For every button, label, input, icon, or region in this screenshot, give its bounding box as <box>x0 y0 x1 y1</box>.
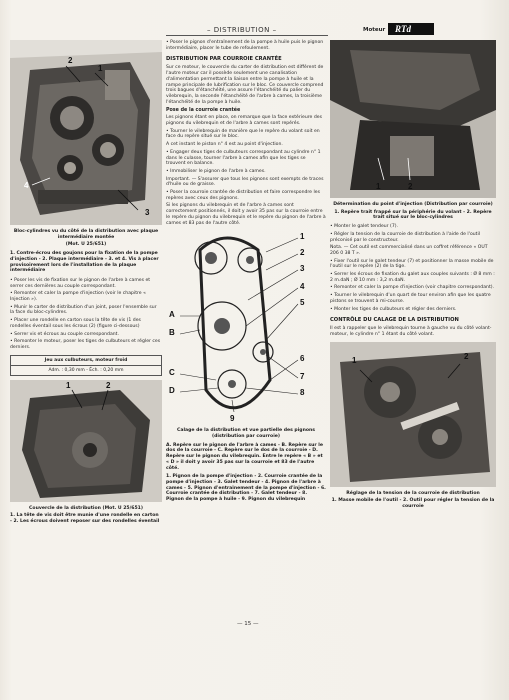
tension-label-2: 2 <box>464 351 469 361</box>
caption-block-legend: 1. Contre-écrou des goujons pour la fixation de la pompe d'injection - 2. Plaque intermédiaire - 3. et 4. Vis à placer provisoirement lors de l'installation de la plaque intermédiaire <box>10 251 159 274</box>
caption-cover-legend: 1. La tête de vis doit être munie d'une rondelle en carton - 2. Les écrous doivent reposer sur des rondelles éventail <box>10 513 160 525</box>
diagram-caption-title: Calage de la distribution et vue partielle des pignons (distribution par courroie) <box>176 428 316 439</box>
right-bullet-3: • Fixer l'outil sur le galet tendeur (7) et positionner la masse mobile de l'outil sur le repère (2) de la tige. <box>330 258 494 270</box>
engine-block-illustration <box>10 40 162 225</box>
diag-label-4: 4 <box>300 282 305 292</box>
subheading-belt-install: Pose de la courroie crantée <box>166 108 241 114</box>
right-bullet-2: • Régler la tension de la courroie de distribution à l'aide de l'outil préconisé par le constructeur. <box>330 231 481 243</box>
left-bullet-3: • Munir le carter de distribution d'un joint, poser l'ensemble sur la face du bloc-cylindres. <box>10 304 157 316</box>
left-bullet-2: • Remonter et caler la pompe d'injection (voir le chapitre « Injection »). <box>10 291 146 303</box>
fig-label-3: 3 <box>145 208 150 217</box>
flywheel-label-1: 1 <box>376 182 381 191</box>
timing-belt-diagram <box>166 230 326 428</box>
diag-label-A: A <box>169 310 175 320</box>
belt-tension-photo <box>330 342 496 487</box>
right-bullet-1: • Monter le galet tendeur (7). <box>330 224 398 230</box>
diag-label-B: B <box>169 328 175 338</box>
caption-cover-title: Couvercle de la distribution (Mot. U 25/651) <box>29 505 143 511</box>
diag-label-1: 1 <box>300 232 305 242</box>
belt-paragraph-3: • Tourner le vilebrequin de manière que le repère du volant soit en face du repère situé sur le bloc. <box>166 128 320 140</box>
rtd-logo: RTd <box>388 23 434 35</box>
page-header <box>0 22 509 38</box>
engine-label: Moteur <box>363 27 386 33</box>
caption-block-ref: (Mot. U 25/651) <box>65 242 107 248</box>
table-values: Adm. : 0,30 mm - Éch. : 0,20 mm <box>11 365 162 375</box>
belt-paragraph-4: A cet instant le piston n° 4 est au point d'injection. <box>166 142 283 148</box>
left-bullet-1: • Poser les vis de fixation sur le pignon de l'arbre à cames et serrer ces dernières au couple correspondant. <box>10 277 151 289</box>
diag-label-6: 6 <box>300 354 305 364</box>
tension-label-1: 1 <box>352 355 357 365</box>
heading-belt-drive: DISTRIBUTION PAR COURROIE CRANTÉE <box>166 56 282 63</box>
belt-drawing <box>166 230 326 428</box>
flywheel-caption-title: Détermination du point d'injection (Distribution par courroie) <box>333 202 493 207</box>
cover-label-2: 2 <box>106 380 111 390</box>
valve-clearance-table <box>10 355 162 376</box>
flywheel-illustration <box>330 40 496 198</box>
right-bullet-5: • Remonter et caler la pompe d'injection (voir chapitre correspondant). <box>330 285 494 291</box>
fig-label-2: 2 <box>68 56 73 65</box>
caption-block-title: Bloc-cylindres vu du côté de la distribution avec plaque intermédiaire montée <box>13 229 159 240</box>
diag-label-3: 3 <box>300 264 305 274</box>
belt-paragraph-5: • Engager deux tiges de culbuteurs correspondant au cylindre n° 1 dans le culasse, tourner l'arbre à cames afin que les tiges se trouvent en balance. <box>166 149 321 167</box>
belt-paragraph-6: • Immobiliser le pignon de l'arbre à cames. <box>166 168 266 174</box>
flywheel-label-2: 2 <box>408 182 413 191</box>
tension-caption-legend: 1. Masse mobile de l'outil - 2. Outil pour régler la tension de la courroie <box>331 498 495 510</box>
belt-paragraph-2: Les pignons étant en place, on remarque que la face extérieure des pignons du vilebrequin et de l'arbre à cames sont repérés. <box>166 115 322 127</box>
diag-label-7: 7 <box>300 372 305 382</box>
timing-cover-illustration <box>10 380 162 502</box>
diag-label-D: D <box>169 386 175 396</box>
header-rule <box>166 35 328 36</box>
fig-label-4: 4 <box>24 181 29 190</box>
diagram-caption-legend: 1. Pignon de la pompe d'injection - 2. Courroie crantée de la pompe d'injection - 3. Galet tendeur - 4. Pignon de l'arbre à cames - 5. Pignon d'entraînement de la pompe d'injection - 6. Courroie crantée de distribution - 7. Galet tendeur - 8. Pignon de la pompe à huile - 9. Pignon du vilebrequin <box>166 474 326 503</box>
right-bullet-6: • Tourner le vilebrequin d'un quart de tour environ afin que les quatre pistons se trouvent à mi-course. <box>330 293 491 304</box>
middle-column <box>166 40 326 505</box>
belt-important-note: Important. — S'assurer que tous les pignons sont exempts de traces d'huile ou de graisse. <box>166 176 324 188</box>
left-bullet-6: • Remonter le moteur, poser les tiges de culbuteurs et régler ces derniers. <box>10 339 161 350</box>
tool-note: Nota. — Cet outil est commercialisé dans un coffret référence « OUT 206 0 38 T ». <box>330 245 488 256</box>
table-title: Jeu aux culbuteurs, moteur froid <box>11 355 162 365</box>
right-bullet-7: • Monter les tiges de culbuteurs et régler des derniers. <box>330 306 457 312</box>
flywheel-caption-legend: 1. Repère trait frappé sur la périphérie du volant - 2. Repère trait situé sur le bloc-cylindres <box>334 209 492 221</box>
diag-label-C: C <box>169 368 175 378</box>
diag-label-2: 2 <box>300 248 305 258</box>
flywheel-photo <box>330 40 496 198</box>
left-bullet-4: • Placer une rondelle en carton sous la tête de vis (1 des rondelles éventail sous les écrous (2) (figure ci-dessous) <box>10 318 141 329</box>
diag-label-8: 8 <box>300 388 305 398</box>
belt-paragraph-9: Si les pignons du vilebrequin et de l'arbre à cames sont correctement positionnés, il doit y avoir 35 pas sur la courroie entre le repère du pignon du vilebrequin et le repère du pignon de l'arbre à cames et 83 pas de l'autre côté. <box>166 203 326 226</box>
fig-label-1: 1 <box>98 64 103 73</box>
cover-label-1: 1 <box>66 380 71 390</box>
page-number: — 15 — <box>237 621 259 627</box>
engine-block-photo <box>10 40 162 225</box>
heading-timing-check: CONTRÔLE DU CALAGE DE LA DISTRIBUTION <box>330 317 459 324</box>
right-bullet-4: • Serrer les écrous de fixation du galet aux couples suivants : Ø 8 mm : 2 m.daN ; Ø 10 mm : 3,2 m.daN. <box>330 272 495 283</box>
left-column <box>10 40 162 527</box>
belt-paragraph-8: • Poser la courroie crantée de distribution et faire correspondre les repères avec ceux des pignons. <box>166 190 320 201</box>
section-title: – DISTRIBUTION – <box>207 26 277 34</box>
intro-text: • Poser le pignon d'entraînement de la pompe à huile puis le pignon intermédiaire, placer le tube de refoulement. <box>166 40 324 51</box>
right-column <box>330 40 496 512</box>
diagram-caption-marks: A. Repère sur le pignon de l'arbre à cames - B. Repère sur le dos de la courroie - C. Repère sur le dos de la courroie - D. Repère sur le pignon du vilebrequin. Entre le repère « B » et « D » il doit y avoir 35 pas sur la courroie et 83 de l'autre côté. <box>166 442 323 471</box>
diag-label-5: 5 <box>300 298 305 308</box>
tension-caption-title: Réglage de la tension de la courroie de distribution <box>346 490 480 496</box>
diag-label-9: 9 <box>230 414 235 424</box>
belt-paragraph-1: Sur ce moteur, le couvercle du carter de distribution est différent de l'autre moteur car il possède seulement une canalisation d'alimentation permettant la liaison entre la pompe à huile et la rampe principale de lubrification sur le bloc. Ce couvercle comprend trois bagues d'étanchéité, une assure l'étanchéité du palier du vilebrequin, la seconde l'étanchéité de l'arbre à cames, la troisième l'étanchéité de la pompe à huile. <box>166 65 324 105</box>
timing-check-text: Il est à rappeler que le vilebrequin tourne à gauche vu du côté volant-moteur, le cylindre n° 1 étant du côté volant. <box>330 326 492 337</box>
timing-cover-photo <box>10 380 162 502</box>
left-bullet-5: • Serrer vis et écrous au couple correspondant. <box>10 331 119 337</box>
